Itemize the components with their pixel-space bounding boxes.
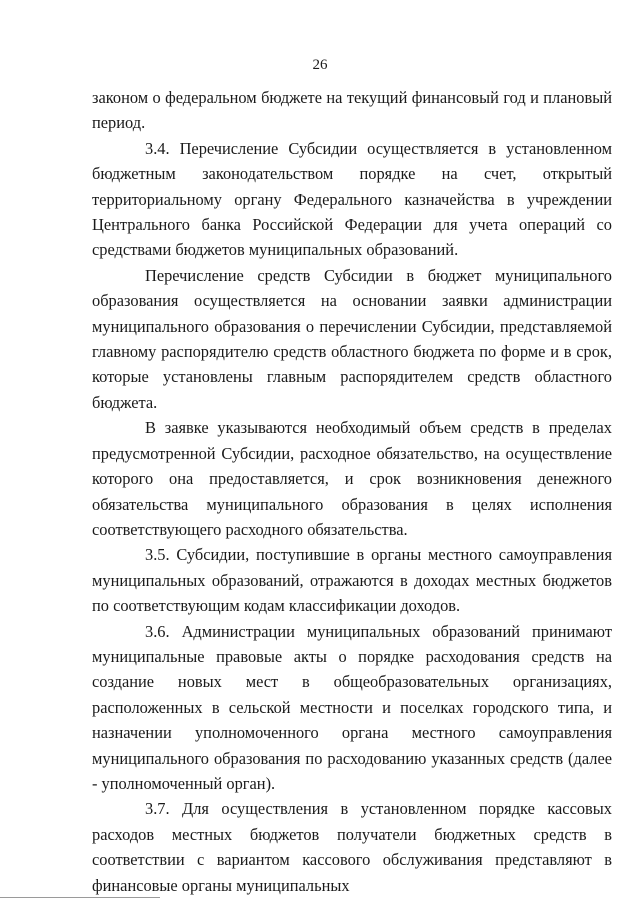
page-number: 26 xyxy=(312,57,328,73)
paragraph-3-7: 3.7. Для осуществления в установленном порядке кассовых расходов местных бюджетов получатели бюджетных средств в соответствии с вариантом кассового обслуживания представляют в финансовые органы муниципальных xyxy=(92,799,612,895)
document-body xyxy=(92,85,612,898)
paragraph-continuation: законом о федеральном бюджете на текущий финансовый год и плановый период. xyxy=(92,88,612,133)
paragraph-3-4: 3.4. Перечисление Субсидии осуществляется в установленном бюджетным законодательством порядке на счет, открытый территориальному органу Федерального казначейства в учреждении Центрального банка Российской Федерации для учета операций со средствами бюджетов муниципальных образований. xyxy=(92,138,612,260)
paragraph-application: В заявке указываются необходимый объем средств в пределах предусмотренной Субсидии, расходное обязательство, на осуществление которого она предоставляется, и срок возникновения денежного обязательства муниципального образования в целях исполнения соответствующего расходного обязательства. xyxy=(92,418,612,539)
paragraph-3-6: 3.6. Администрации муниципальных образований принимают муниципальные правовые акты о порядке расходования средств на создание новых мест в общеобразовательных организациях, расположенных в сельской местности и поселках городского типа, и назначении уполномоченного органа местного самоуправления муниципального образования по расходованию указанных средств (далее - уполномоченный орган). xyxy=(92,621,612,793)
paragraph-3-5: 3.5. Субсидии, поступившие в органы местного самоуправления муниципальных образований, отражаются в доходах местных бюджетов по соответствующим кодам классификации доходов. xyxy=(92,545,612,616)
bottom-divider xyxy=(0,897,160,898)
paragraph-transfer: Перечисление средств Субсидии в бюджет муниципального образования осуществляется на основании заявки администрации муниципального образования о перечислении Субсидии, представляемой главному распорядителю средств областного бюджета по форме и в срок, которые установлены главным распорядителем средств областного бюджета. xyxy=(92,265,612,412)
